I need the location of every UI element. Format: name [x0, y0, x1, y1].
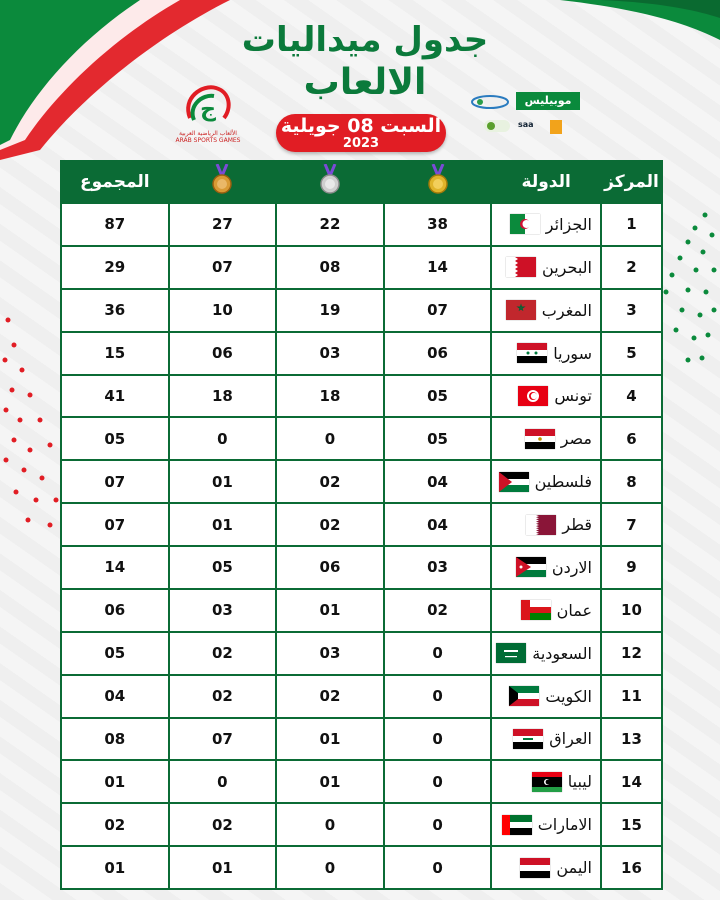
country-name: الامارات — [537, 815, 592, 835]
silver-cell: 01 — [276, 589, 384, 632]
silver-cell: 01 — [276, 718, 384, 761]
flag-ae-icon — [502, 815, 532, 835]
rank-cell: 6 — [601, 417, 662, 460]
flag-eg-icon — [525, 429, 555, 449]
silver-cell: 19 — [276, 289, 384, 332]
country-cell — [491, 846, 601, 889]
country-name: العراق — [549, 729, 592, 749]
silver-medal-icon — [319, 164, 341, 196]
table-row — [61, 332, 662, 375]
rank-cell: 1 — [601, 203, 662, 246]
rank-cell: 4 — [601, 375, 662, 418]
header-gold — [384, 161, 492, 203]
bronze-cell: 01 — [169, 460, 277, 503]
total-cell: 07 — [61, 460, 169, 503]
flag-tn-icon — [518, 386, 548, 406]
country-cell — [491, 203, 601, 246]
bronze-cell: 0 — [169, 417, 277, 460]
gold-cell: 07 — [384, 289, 492, 332]
date-year: 2023 — [342, 136, 380, 151]
country-name: تونس — [554, 386, 592, 406]
table-row — [61, 846, 662, 889]
total-cell: 41 — [61, 375, 169, 418]
rank-cell: 14 — [601, 760, 662, 803]
total-cell: 08 — [61, 718, 169, 761]
country-cell — [491, 460, 601, 503]
country-name: الاردن — [551, 557, 592, 577]
country-cell — [491, 675, 601, 718]
country-cell — [491, 289, 601, 332]
flag-sa-icon — [496, 643, 526, 663]
flag-kw-icon — [509, 686, 539, 706]
gold-cell: 14 — [384, 246, 492, 289]
silver-cell: 18 — [276, 375, 384, 418]
flag-jo-icon — [516, 557, 546, 577]
country-name: قطر — [562, 515, 592, 535]
country-name: المغرب — [541, 300, 592, 320]
country-name: السعودية — [532, 643, 592, 663]
bronze-cell: 05 — [169, 546, 277, 589]
gold-cell: 06 — [384, 332, 492, 375]
country-cell — [491, 718, 601, 761]
table-row — [61, 460, 662, 503]
gold-cell: 0 — [384, 718, 492, 761]
sponsor-mark-icon — [550, 120, 562, 134]
table-row — [61, 546, 662, 589]
page-subtitle: الالعاب — [303, 62, 427, 103]
header-rank: المركز — [601, 161, 662, 203]
silver-cell: 02 — [276, 675, 384, 718]
country-name: الكويت — [545, 686, 592, 706]
header-bronze — [169, 161, 277, 203]
gold-cell: 05 — [384, 375, 492, 418]
table-row — [61, 203, 662, 246]
country-cell — [491, 332, 601, 375]
rank-cell: 15 — [601, 803, 662, 846]
total-cell: 02 — [61, 803, 169, 846]
sponsors — [470, 88, 580, 138]
rank-cell: 10 — [601, 589, 662, 632]
total-cell: 29 — [61, 246, 169, 289]
flag-ye-icon — [520, 858, 550, 878]
date-day: السبت 08 جويلية — [280, 115, 442, 137]
country-cell — [491, 803, 601, 846]
gold-cell: 0 — [384, 846, 492, 889]
sponsor-gico-icon — [484, 118, 510, 134]
bronze-cell: 01 — [169, 503, 277, 546]
country-name: مصر — [560, 429, 592, 449]
medal-table — [60, 160, 663, 890]
table-row — [61, 803, 662, 846]
gold-cell: 04 — [384, 460, 492, 503]
bronze-cell: 02 — [169, 675, 277, 718]
flag-ma-icon — [506, 300, 536, 320]
total-cell: 05 — [61, 417, 169, 460]
total-cell: 07 — [61, 503, 169, 546]
rank-cell: 7 — [601, 503, 662, 546]
gold-medal-icon — [427, 164, 449, 196]
flag-qa-icon — [526, 515, 556, 535]
rank-cell: 2 — [601, 246, 662, 289]
silver-cell: 0 — [276, 417, 384, 460]
gold-cell: 0 — [384, 632, 492, 675]
table-row — [61, 246, 662, 289]
gold-cell: 02 — [384, 589, 492, 632]
rank-cell: 12 — [601, 632, 662, 675]
bronze-cell: 06 — [169, 332, 277, 375]
table-body — [61, 203, 662, 889]
page-title: جدول ميداليات — [241, 20, 489, 60]
rank-cell: 5 — [601, 332, 662, 375]
country-name: فلسطين — [534, 472, 592, 492]
silver-cell: 08 — [276, 246, 384, 289]
table-row — [61, 632, 662, 675]
table-row — [61, 718, 662, 761]
rank-cell: 11 — [601, 675, 662, 718]
table-row — [61, 760, 662, 803]
sponsor-saa: saa — [518, 120, 534, 129]
bronze-cell: 02 — [169, 632, 277, 675]
flag-dz-icon — [510, 214, 540, 234]
bronze-cell: 10 — [169, 289, 277, 332]
silver-cell: 01 — [276, 760, 384, 803]
header-country: الدولة — [491, 161, 601, 203]
rank-cell: 13 — [601, 718, 662, 761]
country-name: عمان — [556, 600, 592, 620]
table-row — [61, 375, 662, 418]
total-cell: 01 — [61, 846, 169, 889]
silver-cell: 02 — [276, 503, 384, 546]
country-name: سوريا — [553, 343, 592, 363]
logo-caption — [166, 130, 250, 144]
bronze-cell: 18 — [169, 375, 277, 418]
rank-cell: 9 — [601, 546, 662, 589]
flag-ps-icon — [499, 472, 529, 492]
bronze-cell: 07 — [169, 718, 277, 761]
country-cell — [491, 375, 601, 418]
bronze-cell: 27 — [169, 203, 277, 246]
gold-cell: 0 — [384, 803, 492, 846]
total-cell: 14 — [61, 546, 169, 589]
country-name: ليبيا — [567, 772, 592, 792]
total-cell: 36 — [61, 289, 169, 332]
bronze-cell: 01 — [169, 846, 277, 889]
silver-cell: 0 — [276, 803, 384, 846]
silver-cell: 06 — [276, 546, 384, 589]
table-row — [61, 675, 662, 718]
flag-ly-icon — [532, 772, 562, 792]
total-cell: 05 — [61, 632, 169, 675]
flag-sy-icon — [517, 343, 547, 363]
bronze-medal-icon — [211, 164, 233, 196]
bronze-cell: 03 — [169, 589, 277, 632]
country-cell — [491, 589, 601, 632]
flag-iq-icon — [513, 729, 543, 749]
header-silver — [276, 161, 384, 203]
logo-text-en: ARAB SPORTS GAMES — [175, 137, 241, 144]
rank-cell: 3 — [601, 289, 662, 332]
sponsor-mobilis: موبيليس — [516, 92, 580, 110]
table-row — [61, 289, 662, 332]
gold-cell: 03 — [384, 546, 492, 589]
total-cell: 06 — [61, 589, 169, 632]
flag-om-icon — [521, 600, 551, 620]
country-cell — [491, 546, 601, 589]
table-row — [61, 417, 662, 460]
gold-cell: 0 — [384, 675, 492, 718]
country-cell — [491, 632, 601, 675]
total-cell: 04 — [61, 675, 169, 718]
total-cell: 87 — [61, 203, 169, 246]
table-row — [61, 503, 662, 546]
date-badge — [276, 114, 446, 152]
gold-cell: 38 — [384, 203, 492, 246]
silver-cell: 0 — [276, 846, 384, 889]
country-cell — [491, 417, 601, 460]
gold-cell: 05 — [384, 417, 492, 460]
silver-cell: 22 — [276, 203, 384, 246]
gold-cell: 04 — [384, 503, 492, 546]
svg-text:ج: ج — [200, 97, 216, 122]
country-cell — [491, 503, 601, 546]
total-cell: 01 — [61, 760, 169, 803]
header-total: المجموع — [61, 161, 169, 203]
flag-bh-icon — [506, 257, 536, 277]
total-cell: 15 — [61, 332, 169, 375]
table-header-row — [61, 161, 662, 203]
bronze-cell: 0 — [169, 760, 277, 803]
gold-cell: 0 — [384, 760, 492, 803]
bronze-cell: 02 — [169, 803, 277, 846]
country-name: البحرين — [542, 257, 592, 277]
country-name: الجزائر — [545, 214, 592, 234]
country-cell — [491, 760, 601, 803]
silver-cell: 02 — [276, 460, 384, 503]
table-row — [61, 589, 662, 632]
logo-text-ar: الألعاب الرياضية العربية — [179, 130, 237, 137]
silver-cell: 03 — [276, 632, 384, 675]
silver-cell: 03 — [276, 332, 384, 375]
sponsor-logo-icon — [470, 92, 510, 112]
rank-cell: 8 — [601, 460, 662, 503]
rank-cell: 16 — [601, 846, 662, 889]
bronze-cell: 07 — [169, 246, 277, 289]
country-name: اليمن — [556, 858, 592, 878]
country-cell — [491, 246, 601, 289]
